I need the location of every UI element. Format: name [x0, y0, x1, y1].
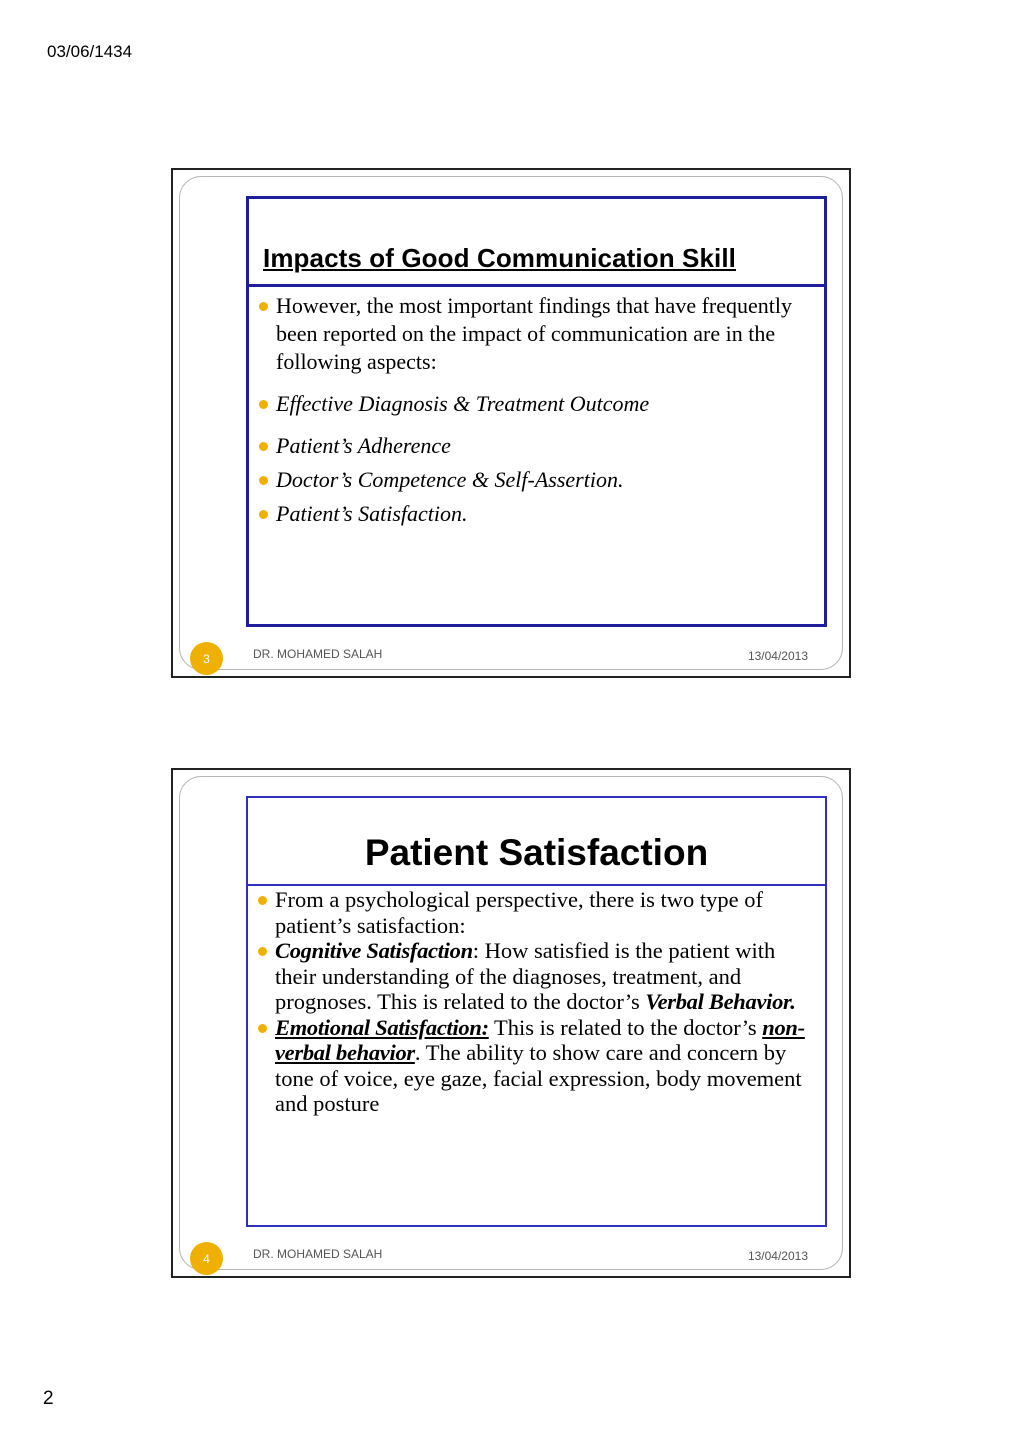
slide-3-bullet-4: Doctor’s Competence & Self-Assertion. [259, 466, 818, 494]
cognitive-satisfaction-term: Cognitive Satisfaction [275, 938, 473, 963]
cognitive-satisfaction-text-b: . [790, 989, 796, 1014]
slide-3-bullet-2: Effective Diagnosis & Treatment Outcome [259, 390, 818, 418]
emotional-satisfaction-text-a: This is related to the doctor’s [488, 1014, 763, 1040]
slide-3-bullet-1: However, the most important findings that have frequently been reported on the impact of communication are in the following aspects: [259, 292, 818, 376]
slide-3-number-badge: 3 [190, 642, 223, 675]
slide-3-footer-author: DR. MOHAMED SALAH [253, 647, 383, 661]
slide-4-bullet-1: From a psychological perspective, there is two type of patient’s satisfaction: [258, 887, 819, 938]
verbal-behavior-term: Verbal Behavior [645, 989, 791, 1014]
slide-4-footer-date: 13/04/2013 [747, 1249, 808, 1263]
slide-4-card [179, 776, 843, 1270]
slide-3-title: Impacts of Good Communication Skill [263, 243, 736, 273]
slide-4-bullet-2 [258, 938, 819, 1015]
emotional-satisfaction-text-b: . The ability to show care and concern by tone of voice, eye gaze, facial expression, body movement and posture [275, 1040, 802, 1116]
slide-3-footer-date: 13/04/2013 [747, 649, 808, 663]
slide-3-title-area [249, 199, 824, 287]
non-verbal-behavior-term: non-verbal behavior [275, 1014, 805, 1065]
slide-3-content-box [246, 196, 827, 627]
slide-4-title-area [248, 798, 825, 886]
emotional-satisfaction-term: Emotional Satisfaction: [275, 1014, 489, 1040]
slide-3-bullet-3: Patient’s Adherence [259, 432, 818, 460]
slide-4 [171, 768, 851, 1278]
slide-4-title: Patient Satisfaction [364, 832, 709, 873]
slide-4-bullet-list [258, 887, 819, 1117]
page-date: 03/06/1434 [47, 42, 133, 61]
slide-4-number-badge: 4 [190, 1242, 223, 1275]
slide-4-content-box [246, 796, 827, 1227]
slide-3-card [179, 176, 843, 670]
slide-3-bullet-5: Patient’s Satisfaction. [259, 500, 818, 528]
slide-4-footer-author: DR. MOHAMED SALAH [253, 1247, 383, 1261]
slide-3-bullet-list [259, 292, 818, 528]
page-number: 2 [43, 1388, 54, 1409]
slide-4-bullet-3 [258, 1015, 819, 1117]
slide-3 [171, 168, 851, 678]
cognitive-satisfaction-text-a: : How satisfied is the patient with their understanding of the diagnoses, treatment, and prognoses. This is related to the doctor’s [275, 938, 776, 1014]
